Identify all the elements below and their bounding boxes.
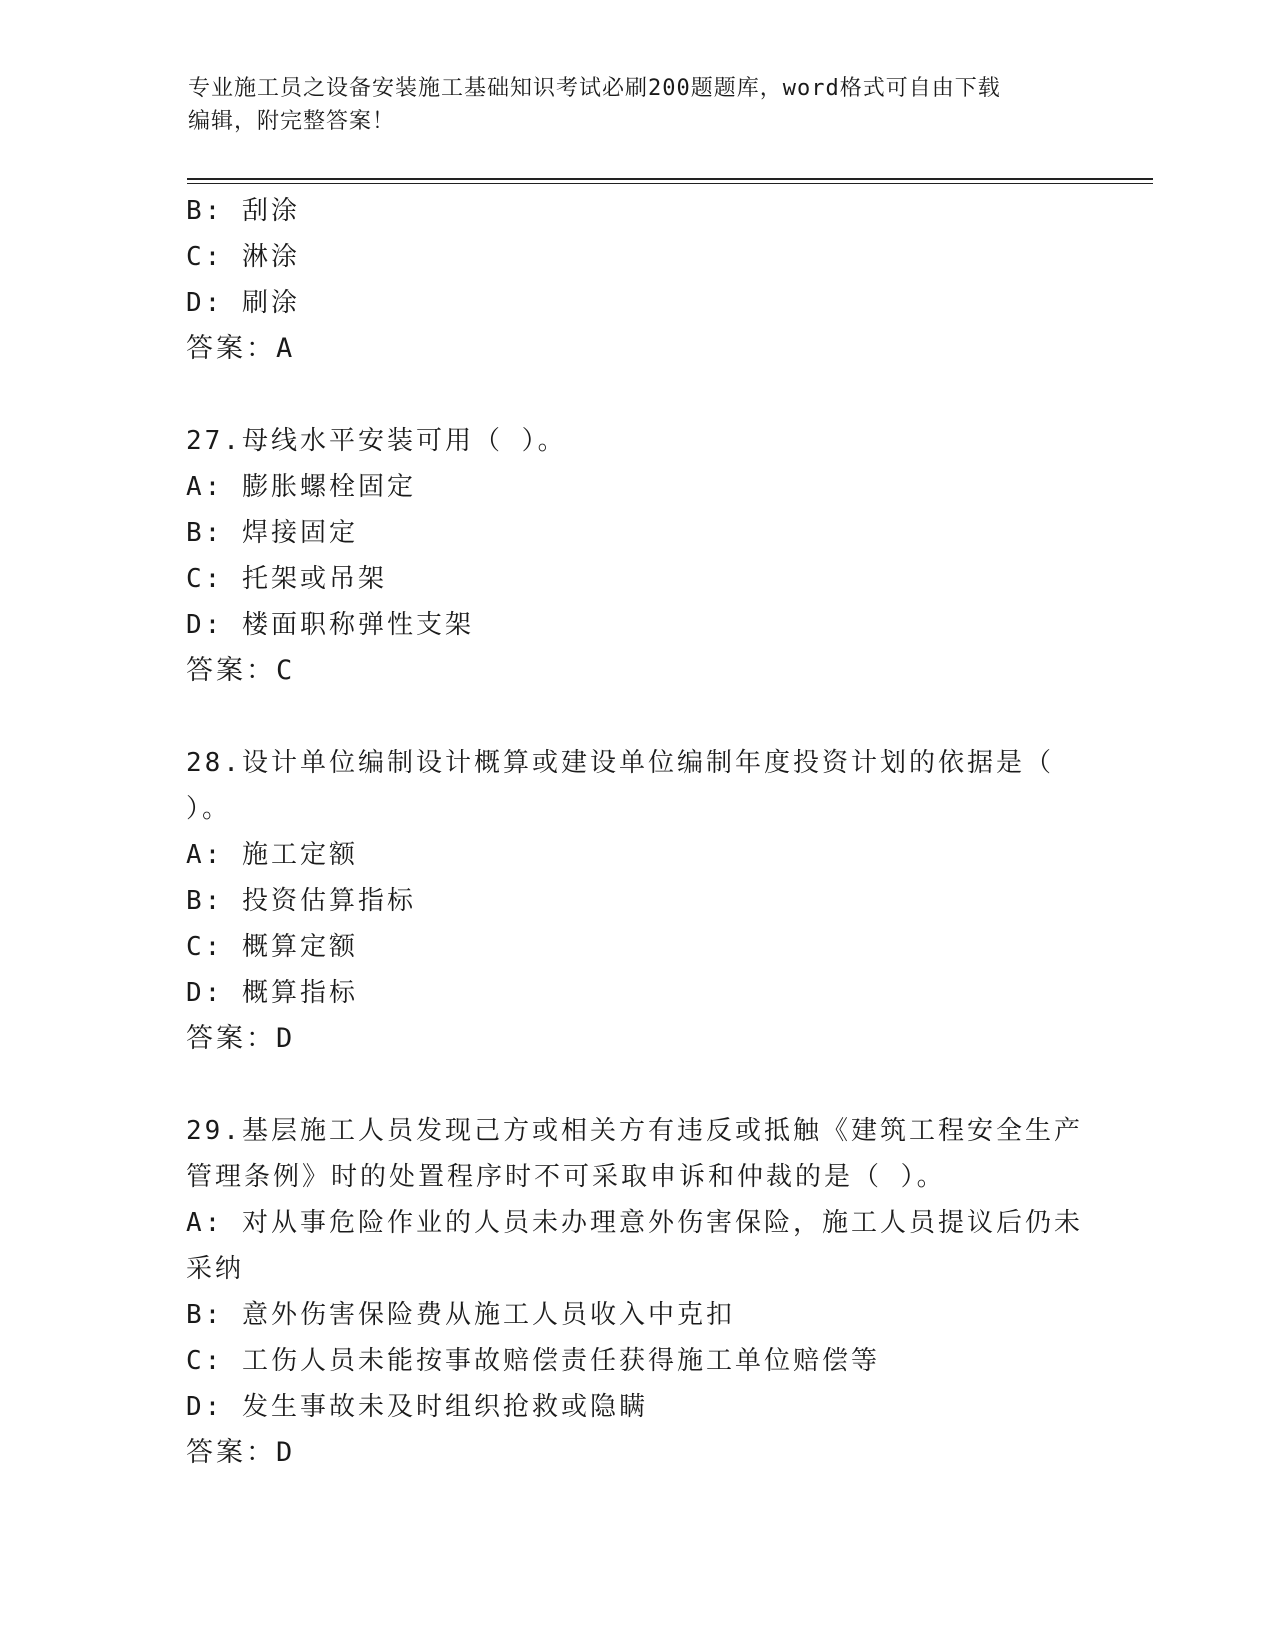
option-b: B: 焊接固定 [186, 518, 358, 548]
option-d: D: 刷涂 [186, 288, 300, 318]
answer-line: 答案：A [186, 333, 296, 364]
option-c: C: 托架或吊架 [186, 564, 387, 594]
option-d: D: 楼面职称弹性支架 [186, 610, 474, 640]
answer-line: 答案：D [186, 1437, 296, 1468]
header-title-line-1: 专业施工员之设备安装施工基础知识考试必刷200题题库，word格式可自由下载 [188, 76, 1001, 101]
option-a-line-2: 采纳 [186, 1254, 245, 1284]
option-c: C: 概算定额 [186, 932, 358, 962]
question-stem-28-line-1: 28.设计单位编制设计概算或建设单位编制年度投资计划的依据是（ [186, 748, 1054, 778]
question-stem-29-line-1: 29.基层施工人员发现己方或相关方有违反或抵触《建筑工程安全生产 [186, 1116, 1083, 1146]
option-a: A: 施工定额 [186, 840, 358, 870]
answer-line: 答案：C [186, 655, 296, 686]
question-stem-27: 27.母线水平安装可用（ ）。 [186, 426, 567, 456]
option-b: B: 意外伤害保险费从施工人员收入中克扣 [186, 1300, 735, 1330]
answer-line: 答案：D [186, 1023, 296, 1054]
question-list [186, 188, 1086, 1476]
option-b: B: 投资估算指标 [186, 886, 416, 916]
option-a: A: 膨胀螺栓固定 [186, 472, 416, 502]
question-stem-29-line-2: 管理条例》时的处置程序时不可采取申诉和仲裁的是（ ）。 [186, 1162, 946, 1192]
header-title-line-2: 编辑，附完整答案！ [188, 109, 396, 134]
option-d: D: 概算指标 [186, 978, 358, 1008]
question-stem-28-line-2: ）。 [186, 794, 232, 824]
header-divider-thick [187, 178, 1153, 180]
header-divider-thin [187, 183, 1153, 184]
option-b: B: 刮涂 [186, 196, 300, 226]
option-c: C: 工伤人员未能按事故赔偿责任获得施工单位赔偿等 [186, 1346, 880, 1376]
option-a-line-1: A: 对从事危险作业的人员未办理意外伤害保险，施工人员提议后仍未 [186, 1208, 1083, 1238]
option-d: D: 发生事故未及时组织抢救或隐瞒 [186, 1392, 648, 1422]
document-header [188, 72, 1088, 138]
option-c: C: 淋涂 [186, 242, 300, 272]
